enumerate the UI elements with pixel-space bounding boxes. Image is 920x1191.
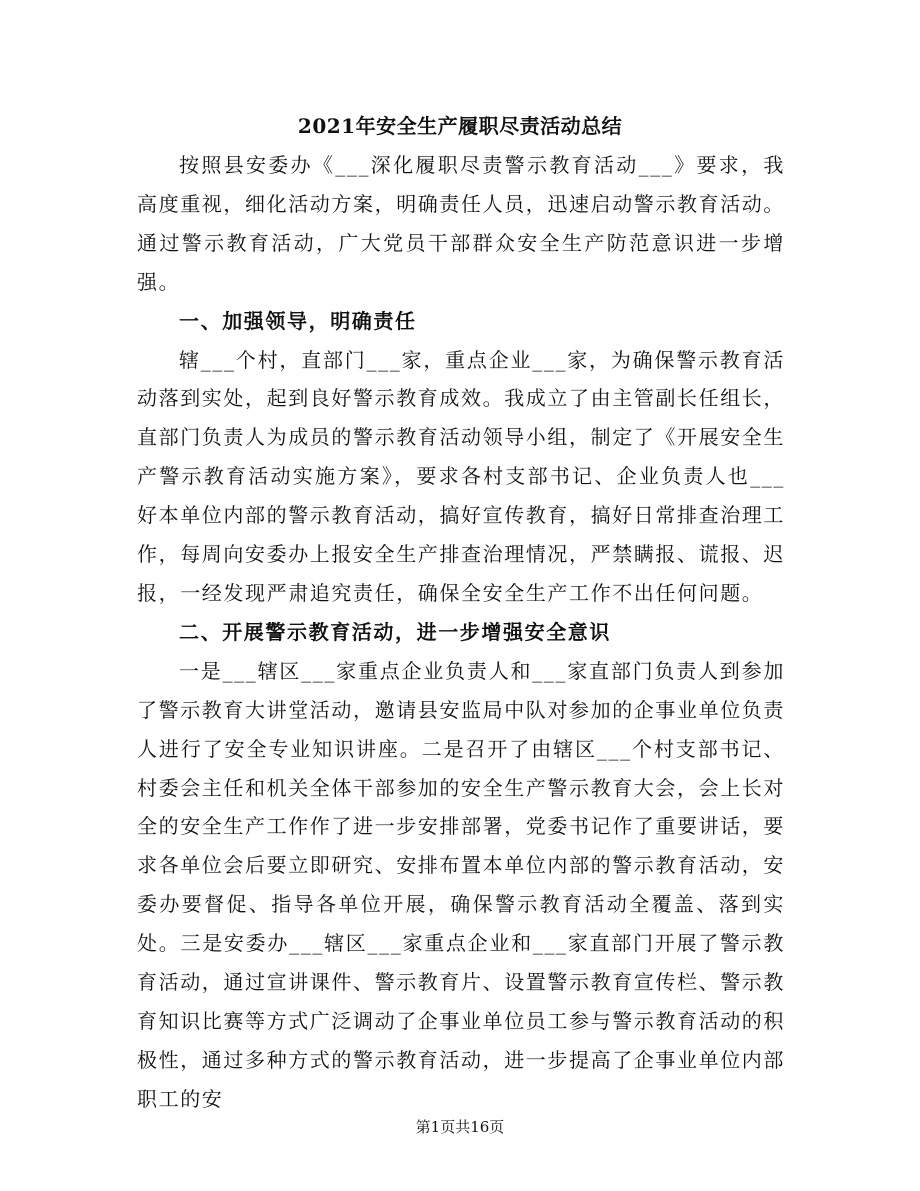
document-title: 2021年安全生产履职尽责活动总结 (297, 114, 623, 138)
intro-paragraph: 按照县安委办《___深化履职尽责警示教育活动___》要求，我高度重视，细化活动方案，明确责任人员，迅速启动警示教育活动。通过警示教育活动，广大党员干部群众安全生产防范意识进一步增强。 (137, 153, 785, 294)
section-1-paragraph: 辖___个村，直部门___家，重点企业___家，为确保警示教育活动落到实处，起到良好警示教育成效。我成立了由主管副长任组长，直部门负责人为成员的警示教育活动领导小组，制定了《开展安全生产警示教育活动实施方案》，要求各村支部书记、企业负责人也___好本单位内部的警示教育活动，搞好宣传教育，搞好日常排查治理工作，每周向安委办上报安全生产排查治理情况，严禁瞒报、谎报、迟报，一经发现严肃追究责任，确保全安全生产工作不出任何问题。 (137, 347, 785, 605)
section-2-paragraph: 一是___辖区___家重点企业负责人和___家直部门负责人到参加了警示教育大讲堂活动，邀请县安监局中队对参加的企事业单位负责人进行了安全专业知识讲座。二是召开了由辖区___个村支部书记、村委会主任和机关全体干部参加的安全生产警示教育大会，会上长对全的安全生产工作作了进一步安排部署，党委书记作了重要讲话，要求各单位会后要立即研究、安排布置本单位内部的警示教育活动，安委办要督促、指导各单位开展，确保警示教育活动全覆盖、落到实处。三是安委办___辖区___家重点企业和___家直部门开展了警示教育活动，通过宣讲课件、警示教育片、设置警示教育宣传栏、警示教育知识比赛等方式广泛调动了企事业单位员工参与警示教育活动的积极性，通过多种方式的警示教育活动，进一步提高了企事业单位内部职工的安 (137, 658, 785, 1111)
section-heading-1: 一、加强领导，明确责任 (179, 308, 417, 333)
page-number-footer: 第1页共16页 (415, 1118, 505, 1136)
section-heading-2: 二、开展警示教育活动，进一步增强安全意识 (179, 619, 611, 644)
document-body (137, 146, 785, 1119)
